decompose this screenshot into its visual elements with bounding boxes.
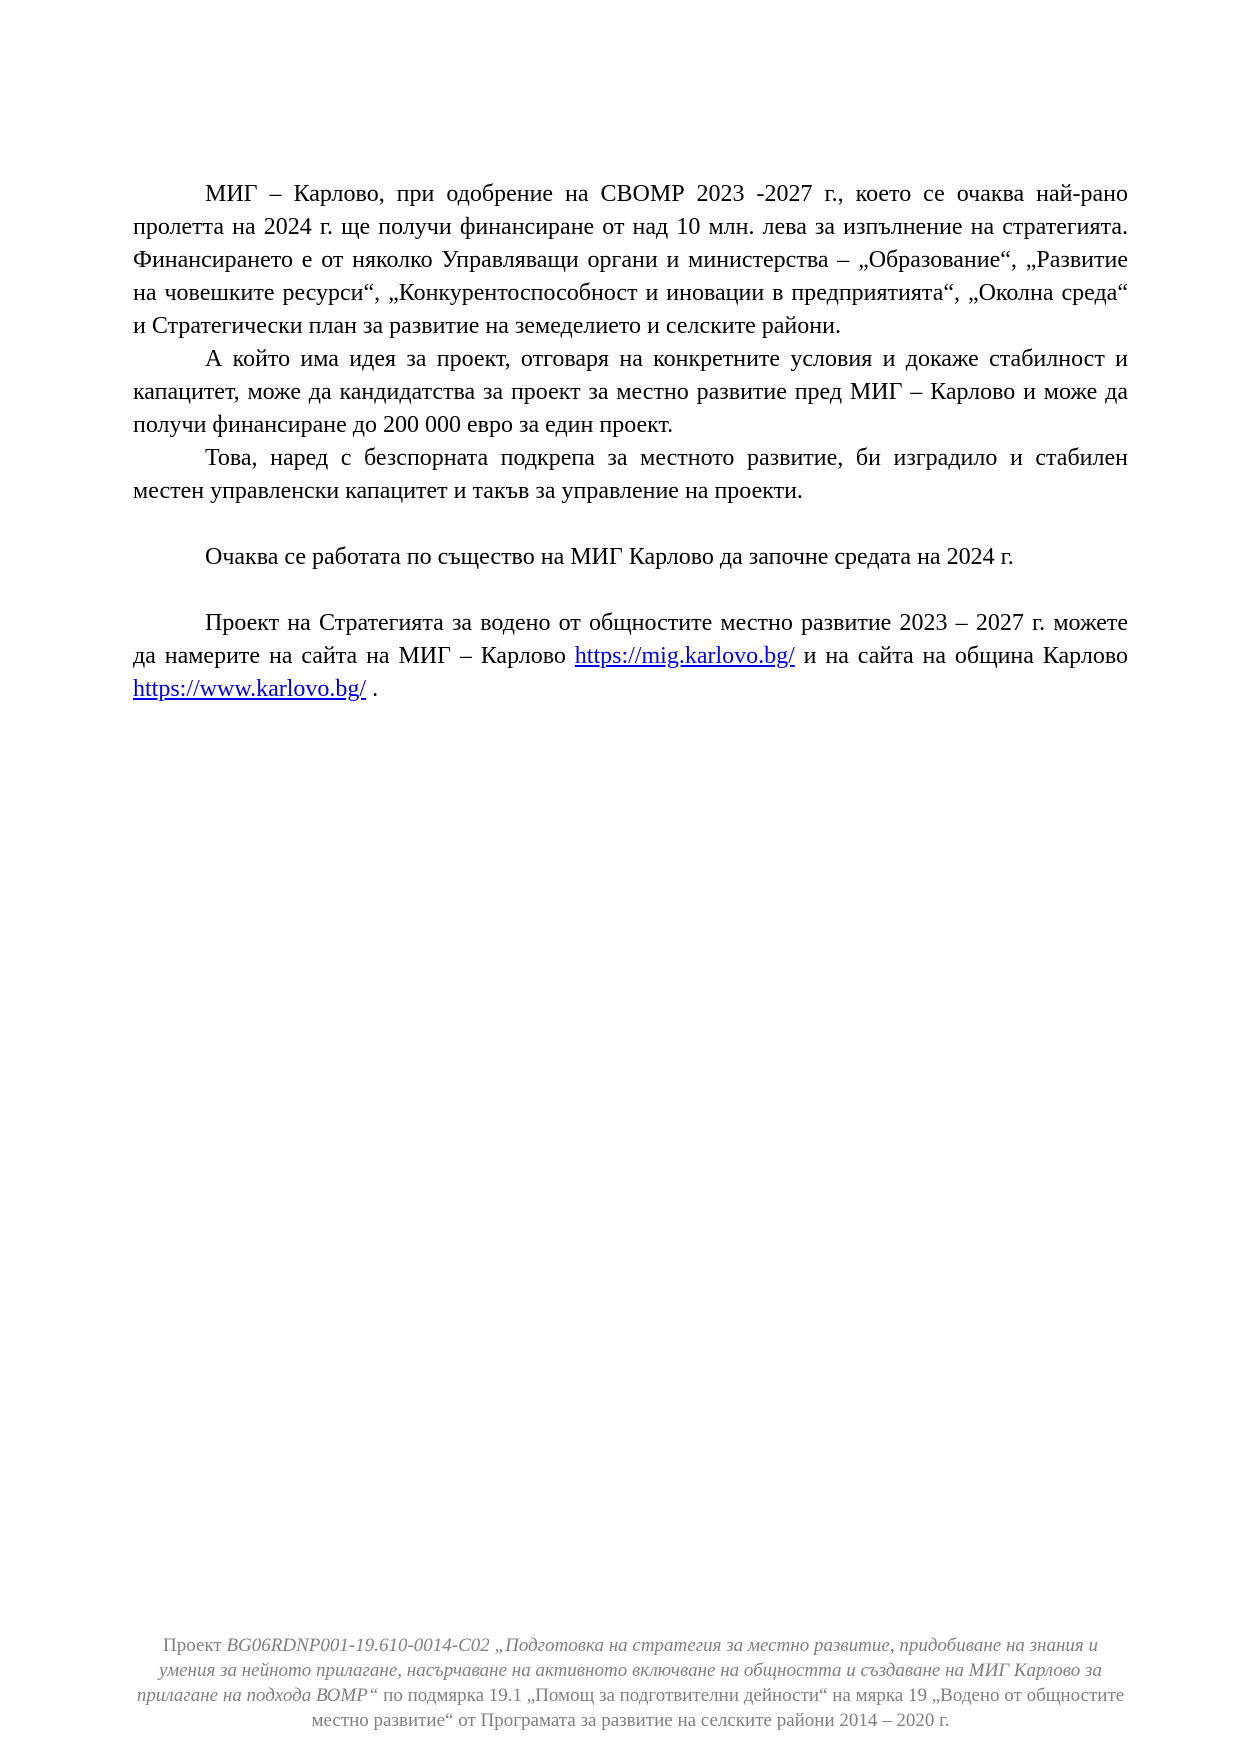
document-body — [133, 178, 1128, 706]
strategy-links-text-tail: . — [366, 676, 379, 702]
karlovo-municipality-site-link[interactable]: https://www.karlovo.bg/ — [133, 676, 367, 702]
footer-text-lead: Проект — [163, 1635, 227, 1656]
mig-karlovo-site-link[interactable]: https://mig.karlovo.bg/ — [574, 643, 795, 669]
paragraph-strategy-links — [133, 607, 1128, 706]
paragraph-work-start: Очаква се работата по същество на МИГ Карлово да започне средата на 2024 г. — [205, 544, 1014, 570]
paragraph-project-application: А който има идея за проект, отговаря на конкретните условия и докаже стабилност и капацитет, може да кандидатства за проект за местно развитие пред МИГ – Карлово и може да получи финансиране до 200 000 евро за един проект. — [133, 346, 1128, 438]
footer-text-tail: по подмярка 19.1 „Помощ за подготвителни дейности“ на мярка 19 „Водено от общностите местно развитие“ от Програмата за развитие на селските райони 2014 – 2020 г. — [311, 1685, 1125, 1731]
strategy-links-text-lead: Проект на Стратегията за водено от общностите местно развитие 2023 – 2027 г. можете да намерите на сайта на МИГ – Карлово — [133, 610, 1128, 669]
footer-project-title-italic: BG06RDNP001-19.610-0014-C02 „Подготовка на стратегия за местно развитие, придобиване на знания и умения за нейното прилагане, насърчаване на активното включване на общността и създаване на МИГ Карлово за прилагане на подхода ВОМР“ — [136, 1635, 1102, 1706]
paragraph-funding-overview: МИГ – Карлово, при одобрение на СВОМР 2023 -2027 г., което се очаква най-рано пролетта на 2024 г. ще получи финансиране от над 10 млн. лева за изпълнение на стратегията. Финансирането е от няколко Управляващи органи и министерства – „Образование“, „Развитие на човешките ресурси“, „Конкурентоспособност и иновации в предприятията“, „Околна среда“ и Стратегически план за развитие на земеделието и селските райони. — [133, 181, 1128, 339]
strategy-links-text-mid: и на сайта на община Карлово — [794, 643, 1128, 669]
paragraph-local-capacity: Това, наред с безспорната подкрепа за местното развитие, би изградило и стабилен местен управленски капацитет и такъв за управление на проекти. — [133, 445, 1128, 504]
project-footer-note — [133, 1633, 1128, 1733]
